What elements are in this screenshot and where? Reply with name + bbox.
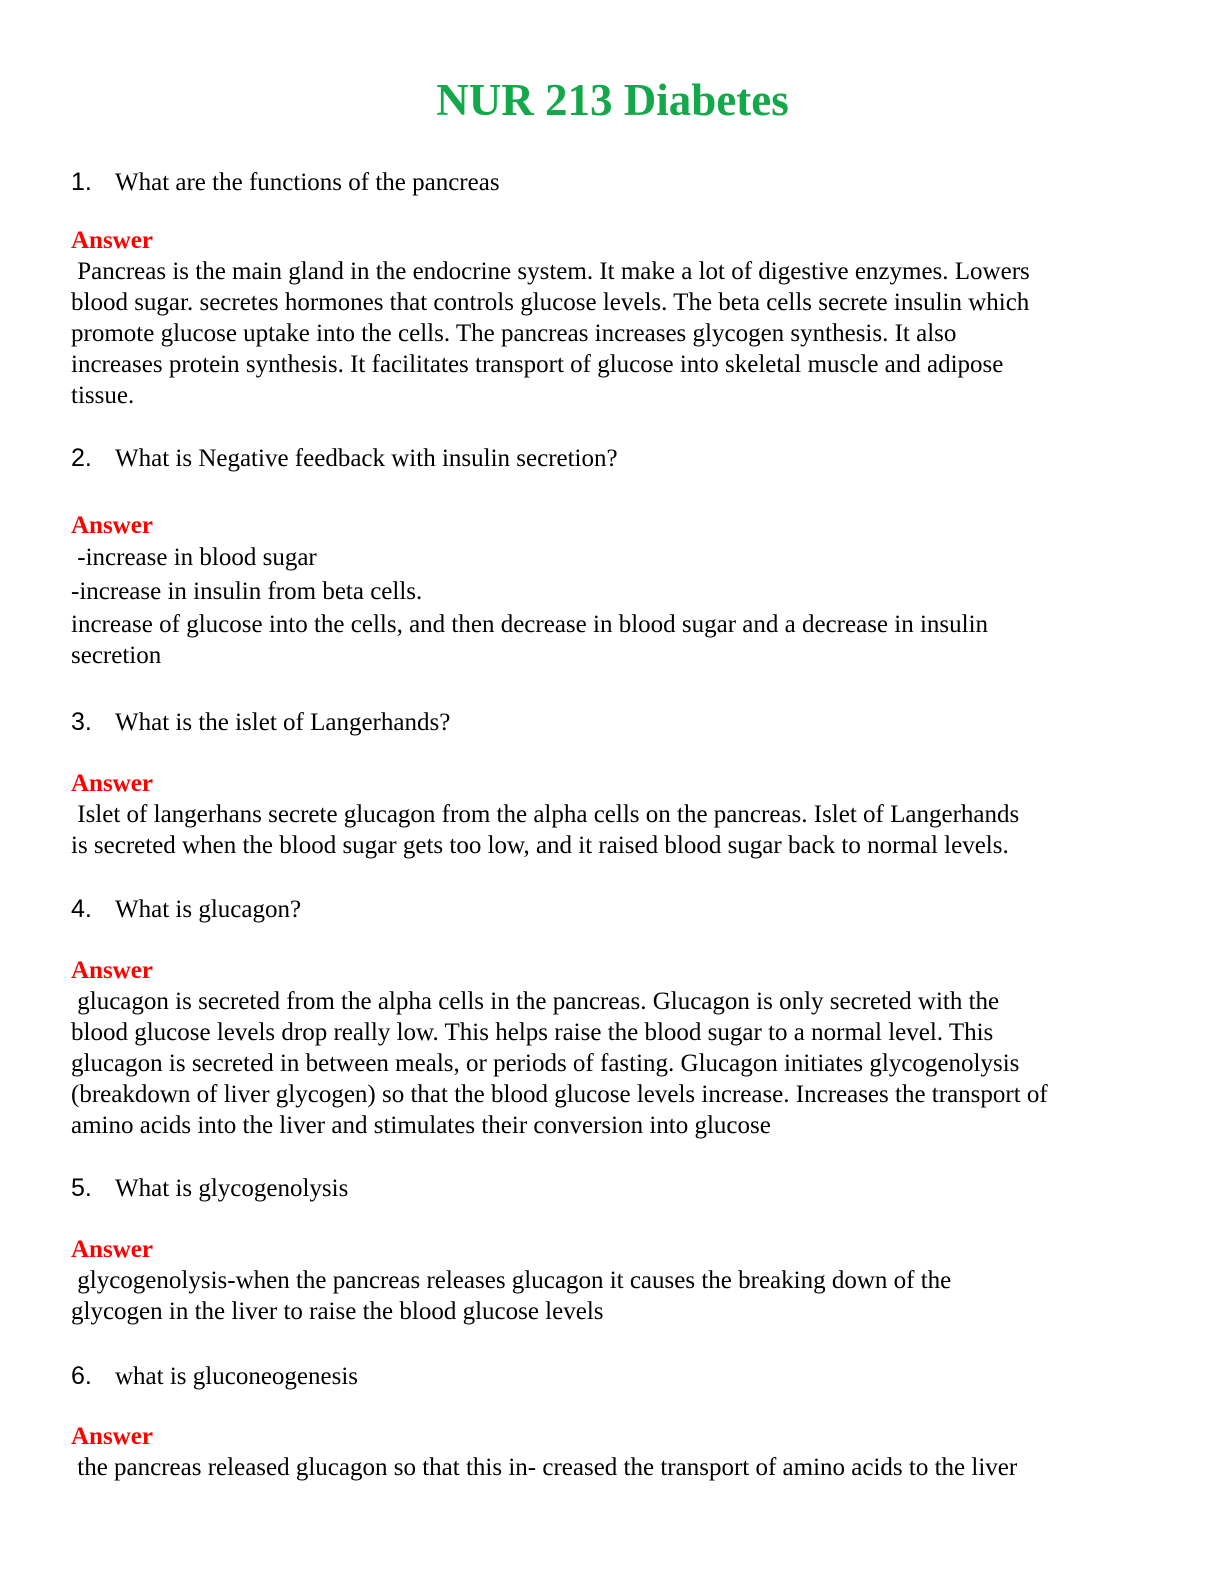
qa-item-1 (71, 167, 1131, 411)
answer-line: tissue. (71, 382, 135, 409)
answer-line: glucagon is secreted from the alpha cells in the pancreas. Glucagon is only secreted with the (71, 988, 1000, 1015)
question-number: 6. (71, 1362, 92, 1390)
question-number: 3. (71, 708, 92, 736)
question (71, 1173, 1131, 1203)
question-text: What is glucagon? (115, 896, 302, 923)
question-number: 2. (71, 444, 92, 472)
answer-line: the pancreas released glucagon so that this in- creased the transport of amino acids to the liver (71, 1454, 1018, 1481)
answer-line: -increase in blood sugar (71, 544, 317, 571)
answer-label: Answer (71, 957, 153, 984)
answer-label: Answer (71, 512, 153, 539)
qa-item-5 (71, 1173, 1131, 1327)
answer-label: Answer (71, 1423, 153, 1450)
qa-item-2 (71, 443, 1131, 671)
answer-line: increase of glucose into the cells, and then decrease in blood sugar and a decrease in insulin (71, 611, 989, 638)
answer-line: blood glucose levels drop really low. This helps raise the blood sugar to a normal level. This (71, 1019, 994, 1046)
question (71, 894, 1131, 924)
question-text: What is the islet of Langerhands? (115, 709, 451, 736)
question (71, 707, 1131, 737)
answer-text (71, 1265, 1131, 1327)
answer-line: (breakdown of liver glycogen) so that the blood glucose levels increase. Increases the transport of (71, 1081, 1048, 1108)
answer-text (71, 986, 1131, 1141)
question (71, 167, 1131, 197)
answer-line: secretion (71, 642, 162, 669)
answer-line: blood sugar. secretes hormones that controls glucose levels. The beta cells secrete insulin which (71, 289, 1030, 316)
document-title: NUR 213 Diabetes (436, 75, 789, 125)
answer-line: is secreted when the blood sugar gets too low, and it raised blood sugar back to normal levels. (71, 832, 1009, 859)
qa-item-6 (71, 1361, 1131, 1483)
answer-line: glycogenolysis-when the pancreas releases glucagon it causes the breaking down of the (71, 1267, 952, 1294)
answer-line: Pancreas is the main gland in the endocrine system. It make a lot of digestive enzymes. Lowers (71, 258, 1030, 285)
answer-text (71, 541, 1131, 671)
answer-line: promote glucose uptake into the cells. The pancreas increases glycogen synthesis. It also (71, 320, 957, 347)
question-number: 1. (71, 168, 92, 196)
answer-text (71, 799, 1131, 861)
answer-label: Answer (71, 1236, 153, 1263)
answer-text (71, 256, 1131, 411)
question (71, 443, 1131, 473)
answer-text (71, 1452, 1131, 1483)
answer-line: -increase in insulin from beta cells. (71, 578, 423, 605)
question-text: What is glycogenolysis (115, 1175, 349, 1202)
answer-label: Answer (71, 227, 153, 254)
question-text: what is gluconeogenesis (115, 1363, 359, 1390)
answer-line: glucagon is secreted in between meals, or periods of fasting. Glucagon initiates glycogenolysis (71, 1050, 1020, 1077)
answer-line: amino acids into the liver and stimulates their conversion into glucose (71, 1112, 771, 1139)
qa-item-4 (71, 894, 1131, 1141)
answer-line: glycogen in the liver to raise the blood glucose levels (71, 1298, 604, 1325)
question-text: What is Negative feedback with insulin secretion? (115, 445, 618, 472)
answer-line: increases protein synthesis. It facilitates transport of glucose into skeletal muscle and adipose (71, 351, 1004, 378)
answer-label: Answer (71, 770, 153, 797)
question-number: 4. (71, 895, 92, 923)
question (71, 1361, 1131, 1391)
qa-item-3 (71, 707, 1131, 861)
question-number: 5. (71, 1174, 92, 1202)
answer-line: Islet of langerhans secrete glucagon from the alpha cells on the pancreas. Islet of Langerhands (71, 801, 1020, 828)
question-text: What are the functions of the pancreas (115, 169, 500, 196)
